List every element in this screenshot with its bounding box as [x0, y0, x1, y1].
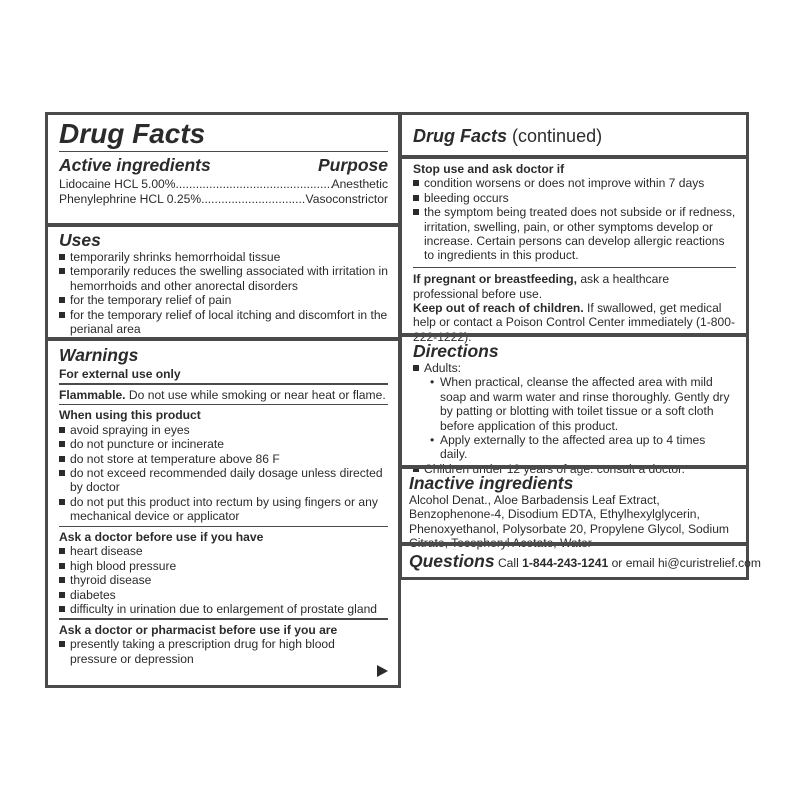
questions-line: Questions Call 1-844-243-1241 or email hi@curistrelief.com — [409, 551, 761, 571]
section-divider — [48, 223, 398, 227]
active-ingredients-heading: Active ingredients — [59, 155, 211, 176]
drug-facts-title: Drug Facts — [59, 118, 206, 149]
directions-heading: Directions — [413, 341, 499, 361]
square-bullet-icon — [59, 297, 65, 303]
questions-heading: Questions — [409, 551, 495, 571]
section-divider — [402, 333, 746, 337]
square-bullet-icon — [59, 254, 65, 260]
pregnant-warning: If pregnant or breastfeeding, ask a healthcare professional before use. — [413, 272, 670, 301]
continued-title: Drug Facts (continued) — [413, 126, 603, 146]
when-using-heading: When using this product — [59, 408, 201, 423]
square-bullet-icon — [59, 441, 65, 447]
square-bullet-icon — [59, 456, 65, 462]
square-bullet-icon — [59, 563, 65, 569]
continued-title-section — [402, 125, 746, 147]
ingredient-name: Phenylephrine HCL 0.25% — [59, 191, 202, 206]
square-bullet-icon — [59, 312, 65, 318]
sub-list-item: • Apply externally to the affected area up to 4 times daily. — [430, 433, 706, 462]
ingredient-purpose: Vasoconstrictor — [305, 191, 388, 206]
drug-facts-panel-right — [399, 112, 761, 580]
uses-section — [48, 230, 398, 336]
divider — [59, 383, 388, 384]
square-bullet-icon — [413, 195, 419, 201]
warnings-section — [48, 345, 398, 666]
divider — [59, 618, 388, 619]
section-divider — [48, 337, 398, 341]
list-item: do not exceed recommended daily dosage unless directed by doctor — [59, 466, 388, 495]
ingredient-row — [59, 177, 388, 191]
list-item: diabetes — [59, 588, 388, 602]
list-item: do not store at temperature above 86 F — [59, 452, 388, 466]
square-bullet-icon — [413, 365, 419, 371]
square-bullet-icon — [59, 548, 65, 554]
active-ingredients-header-row — [59, 155, 388, 175]
list-item: Adults: — [413, 361, 736, 375]
stop-use-section — [402, 162, 746, 344]
ask-pharmacist-heading: Ask a doctor or pharmacist before use if you are — [59, 622, 338, 637]
list-item: do not put this product into rectum by using fingers or any mechanical device or applicator — [59, 495, 388, 524]
uses-heading: Uses — [59, 230, 101, 250]
list-item: for the temporary relief of local itching and discomfort in the perianal area — [59, 308, 388, 337]
inactive-ingredients-section — [402, 473, 746, 551]
divider — [59, 526, 388, 527]
external-use-notice: For external use only — [59, 367, 181, 381]
drug-facts-panel-left — [45, 112, 401, 688]
list-item: difficulty in urination due to enlargement of prostate gland — [59, 602, 388, 616]
square-bullet-icon — [59, 427, 65, 433]
square-bullet-icon — [413, 180, 419, 186]
square-bullet-icon — [59, 641, 65, 647]
square-bullet-icon — [59, 470, 65, 476]
section-divider — [402, 155, 746, 159]
square-bullet-icon — [413, 209, 419, 215]
ingredient-row — [59, 192, 388, 206]
divider — [59, 151, 388, 152]
square-bullet-icon — [59, 499, 65, 505]
section-divider — [402, 542, 746, 546]
dot-bullet-icon: • — [430, 375, 435, 390]
keep-out-of-reach: Keep out of reach of children. If swallowed, get medical help or contact a Poison Control Center immediately (1-800- — [413, 300, 735, 330]
list-item: bleeding occurs — [413, 191, 736, 205]
ask-doctor-heading: Ask a doctor before use if you have — [59, 529, 264, 544]
list-item: high blood pressure — [59, 559, 388, 573]
square-bullet-icon — [59, 592, 65, 598]
inactive-ingredients-heading: Inactive ingredients — [409, 473, 574, 493]
list-item: temporarily reduces the swelling associated with irritation in hemorrhoids and other anorectal disorders — [59, 264, 388, 293]
list-item: presently taking a prescription drug for high blood pressure or depression — [59, 637, 388, 666]
list-item: the symptom being treated does not subside or if redness, irritation, swelling, pain, or other symptoms develop or increase. Certain persons can develop allergic reactions to ingredients in this product. — [413, 205, 736, 263]
divider — [413, 267, 736, 268]
triangle-arrow-icon — [377, 665, 388, 677]
dot-bullet-icon: • — [430, 433, 435, 448]
square-bullet-icon — [59, 268, 65, 274]
list-item: for the temporary relief of pain — [59, 293, 388, 307]
email-text: or email hi@curistrelief.com — [608, 556, 761, 570]
questions-section — [402, 551, 761, 572]
list-item: thyroid disease — [59, 573, 388, 587]
purpose-heading: Purpose — [317, 155, 388, 176]
square-bullet-icon — [59, 577, 65, 583]
flammable-warning: Flammable. Do not use while smoking or near heat or flame. — [59, 387, 386, 402]
inactive-ingredients-text: Alcohol Denat., Aloe Barbadensis Leaf Extract, Benzophenone-4, Disodium EDTA, Ethylhexylglycerin, Phenoxyethanol, Polysorbate 20, Propylene Glycol, Sodium — [409, 493, 730, 536]
phone-number: 1-844-243-1241 — [522, 556, 609, 570]
square-bullet-icon — [59, 606, 65, 612]
sub-list-item: • When practical, cleanse the affected area with mild soap and warm water and rinse thoroughly. Gently dry by patting or blotting with toilet tissue or a soft cloth before application of this product. — [430, 375, 730, 433]
list-item: avoid spraying in eyes — [59, 423, 388, 437]
list-item: do not puncture or incinerate — [59, 437, 388, 451]
stop-use-heading: Stop use and ask doctor if — [413, 162, 565, 176]
warnings-heading: Warnings — [59, 345, 139, 365]
divider — [59, 404, 388, 405]
directions-section — [402, 341, 746, 476]
section-divider — [402, 465, 746, 469]
ingredient-purpose: Anesthetic — [331, 177, 388, 192]
list-item: heart disease — [59, 544, 388, 558]
drug-facts-header-section — [48, 115, 398, 206]
leader-dots — [176, 177, 332, 191]
ingredient-name: Lidocaine HCL 5.00% — [59, 177, 176, 192]
leader-dots — [201, 192, 305, 206]
list-item: temporarily shrinks hemorrhoidal tissue — [59, 250, 388, 264]
list-item: condition worsens or does not improve within 7 days — [413, 176, 736, 190]
